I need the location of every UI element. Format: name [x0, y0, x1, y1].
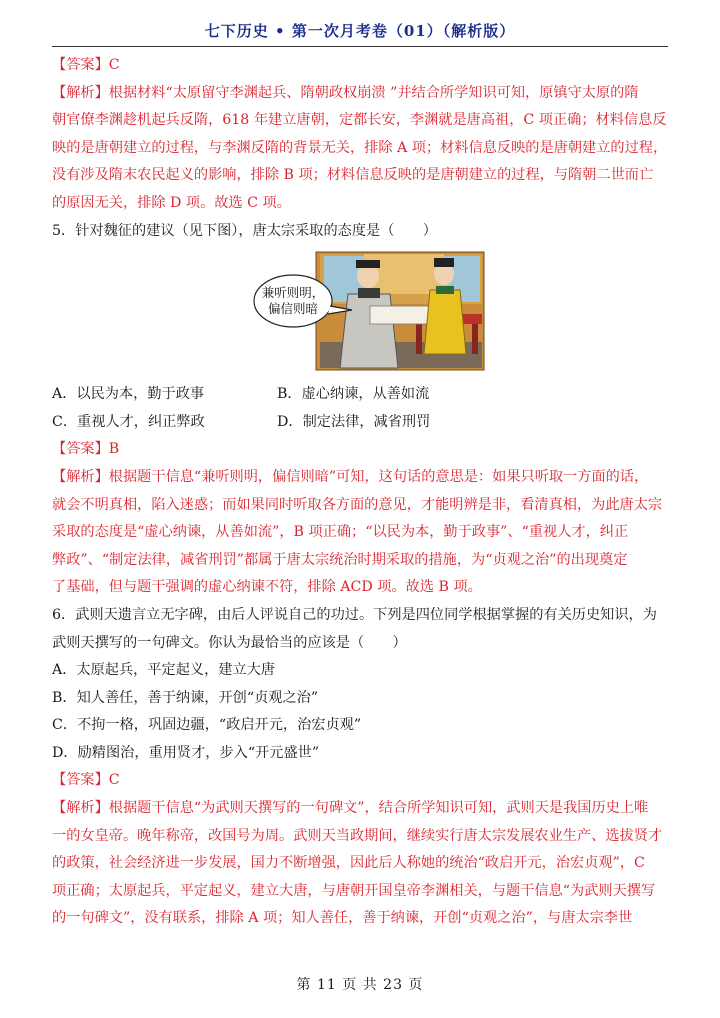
header-divider	[52, 46, 668, 47]
q6-option-a: A．太原起兵，平定起义，建立大唐	[52, 662, 276, 679]
q4-analysis-line-3: 映的是唐朝建立的过程，与李渊反隋的背景无关，排除 A 项；材料信息反映的是唐朝建立的过程，	[52, 139, 668, 156]
weizheng-taizong-illustration	[52, 246, 668, 380]
q6-analysis-line-1: 【解析】根据题干信息“为武则天撰写的一句碑文”，结合所学知识可知，武则天是我国历史上唯	[52, 800, 649, 817]
bubble-text-line-1: 兼听则明，	[261, 285, 325, 301]
page-header-title: 七下历史 • 第一次月考卷（01）（解析版）	[204, 22, 516, 40]
q4-analysis-line-2: 朝官僚李渊趁机起兵反隋，618 年建立唐朝，定都长安，李渊就是唐高祖，C 项正确；材料信息反	[52, 112, 667, 129]
q6-analysis-line-4: 项正确；太原起兵，平定起义，建立大唐，与唐朝开国皇帝李渊相关，与题干信息“为武则天撰写	[52, 882, 656, 899]
q4-analysis-line-5: 的原因无关，排除 D 项。故选 C 项。	[52, 194, 291, 211]
q5-analysis-line-4: 弊政”、“制定法律，减省刑罚”都属于唐太宗统治时期采取的措施，为“贞观之治”的出现奠定	[52, 551, 628, 568]
q5-stem: 5．针对魏征的建议（见下图），唐太宗采取的态度是（ ）	[52, 222, 437, 239]
q5-option-d: D．制定法律，减省刑罚	[277, 413, 431, 430]
q6-option-c: C．不拘一格，巩固边疆，“政启开元，治宏贞观”	[52, 717, 362, 734]
q5-analysis-line-1: 【解析】根据题干信息“兼听则明，偏信则暗”可知，这句话的意思是：如果只听取一方面的话，	[52, 468, 649, 485]
q5-analysis-line-5: 了基础，但与题干强调的虚心纳谏不符，排除 ACD 项。故选 B 项。	[52, 579, 482, 596]
q5-options-row-2	[52, 409, 668, 437]
q5-analysis-tag: 【解析】	[52, 468, 109, 485]
q6-option-d: D．励精图治，重用贤才，步入“开元盛世”	[52, 744, 320, 761]
q6-option-b: B．知人善任，善于纳谏，开创“贞观之治”	[52, 689, 319, 706]
page-number-footer: 第 11 页 共 23 页	[296, 977, 424, 993]
q4-analysis-tag: 【解析】	[52, 84, 109, 101]
q4-answer: 【答案】C	[52, 57, 120, 73]
document-body	[52, 52, 668, 933]
q6-analysis-line-5: 的一句碑文”，没有联系，排除 A 项；知人善任，善于纳谏，开创“贞观之治”，与唐太宗李世	[52, 910, 633, 927]
q6-stem-line-1: 6．武则天遗言立无字碑，由后人评说自己的功过。下列是四位同学根据掌握的有关历史知识，为	[52, 606, 657, 623]
q5-answer: 【答案】B	[52, 441, 120, 458]
q4-analysis-line-4: 没有涉及隋末农民起义的影响，排除 B 项；材料信息反映的是唐朝建立的过程，与隋朝二世而亡	[52, 167, 654, 184]
q5-analysis-line-3: 采取的态度是“虚心纳谏，从善如流”，B 项正确；“以民为本，勤于政事”、“重视人才，纠正	[52, 524, 629, 541]
bubble-text-line-2: 偏信则暗	[267, 301, 319, 317]
q5-figure	[52, 246, 668, 380]
q4-analysis-line-1: 【解析】根据材料“太原留守李渊起兵、隋朝政权崩溃 ”并结合所学知识可知，原镇守太原的隋	[52, 84, 639, 101]
q6-analysis-line-2: 一的女皇帝。晚年称帝，改国号为周。武则天当政期间，继续实行唐太宗发展农业生产、选拔贤才	[52, 827, 663, 844]
q6-analysis-line-3: 的政策，社会经济进一步发展，国力不断增强，因此后人称她的统治“政启开元，治宏贞观”，C	[52, 855, 645, 872]
q5-option-c: C．重视人才，纠正弊政	[52, 413, 205, 430]
q5-option-b: B．虚心纳谏，从善如流	[277, 386, 430, 403]
q5-analysis-line-2: 就会不明真相，陷入迷惑；而如果同时听取各方面的意见，才能明辨是非，看清真相，为此唐太宗	[52, 496, 663, 513]
q6-analysis-tag: 【解析】	[52, 800, 109, 817]
q6-stem-line-2: 武则天撰写的一句碑文。你认为最恰当的应该是（ ）	[52, 634, 407, 651]
q6-answer: 【答案】C	[52, 772, 120, 789]
q5-option-a: A．以民为本，勤于政事	[52, 386, 205, 403]
q5-options-row-1	[52, 381, 668, 409]
